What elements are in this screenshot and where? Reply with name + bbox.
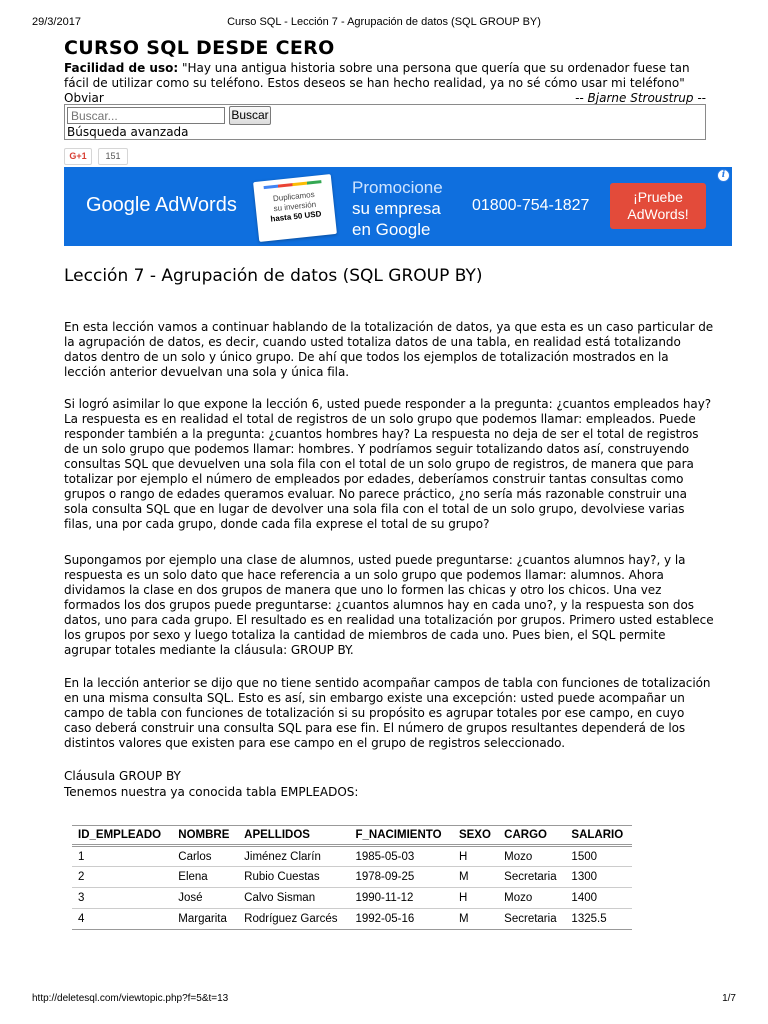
table-cell: 1985-05-03 — [349, 846, 452, 867]
table-cell: Carlos — [172, 846, 238, 867]
ad-cta-line2: AdWords! — [627, 206, 689, 222]
table-cell: Mozo — [498, 846, 565, 867]
table-cell: 1990-11-12 — [349, 888, 452, 909]
ad-card-line1: Duplicamos — [272, 189, 316, 204]
column-header: F_NACIMIENTO — [349, 826, 452, 846]
table-cell: Margarita — [172, 909, 238, 930]
print-url: http://deletesql.com/viewtopic.php?f=5&t=13 — [32, 993, 229, 1004]
table-cell: 1400 — [565, 888, 632, 909]
table-cell: Rubio Cuestas — [238, 867, 349, 888]
ad-promo-text — [352, 177, 443, 240]
print-page-title: Curso SQL - Lección 7 - Agrupación de datos (SQL GROUP BY) — [227, 16, 541, 28]
search-input[interactable] — [67, 107, 225, 124]
quote-label: Facilidad de uso: — [64, 61, 179, 75]
table-cell: Rodríguez Garcés — [238, 909, 349, 930]
ad-brand: Google AdWords — [86, 194, 237, 216]
table-cell: Jiménez Clarín — [238, 846, 349, 867]
advanced-search-link[interactable]: Búsqueda avanzada — [67, 125, 189, 139]
table-cell: Secretaria — [498, 909, 565, 930]
table-cell: Secretaria — [498, 867, 565, 888]
table-row — [72, 867, 632, 888]
table-cell: 1300 — [565, 867, 632, 888]
ad-promo-line2: su empresa — [352, 199, 441, 218]
print-header — [32, 16, 736, 30]
paragraph: En esta lección vamos a continuar hablando de la totalización de datos, ya que esta es un caso particular de la agrupación de datos, es decir, cuando usted totaliza datos de una tabla, en realidad está totalizando datos dentro de un solo y único grupo. De ahí que todos los ejemplos de totalización mostrados en la lección anterior devuelvan una sola y única fila. — [64, 320, 714, 379]
table-cell: H — [453, 888, 498, 909]
column-header: APELLIDOS — [238, 826, 349, 846]
paragraph: Si logró asimilar lo que expone la lección 6, usted puede responder a la pregunta: ¿cuantos empleados hay? La respuesta es en realidad el total de registros de un solo grupo que podemos llamar: empleados. Puede responder también a la pregunta: ¿cuantos hombres hay? La respuesta no deja de ser el total de registros de un solo grupo que podemos llamar: hombres. Y podríamos seguir totalizando datos así, construyendo consultas SQL que devuelven una sola fila con el total de un solo grupo de registros, de manera que para totalizar por ejemplo el número de empleados por edades, deberíamos construir tantas consultas como grupos o rango de edades queramos evaluar. No parece práctico, ¿no sería más razonable construir una sola consulta SQL que en lugar de devolver una sola fila con el total de un solo grupo, devolviese varias filas, una por cada grupo, donde cada fila exprese el total de su grupo? — [64, 397, 712, 531]
table-cell: H — [453, 846, 498, 867]
ad-card-line2: su inversión — [273, 199, 317, 214]
table-header-row — [72, 826, 632, 846]
table-cell: 3 — [72, 888, 172, 909]
table-cell: 1325.5 — [565, 909, 632, 930]
ad-card-text — [259, 188, 332, 225]
print-page-number: 1/7 — [722, 993, 736, 1004]
table-cell: 1992-05-16 — [349, 909, 452, 930]
gplus-button[interactable]: G+1 — [64, 148, 92, 165]
column-header: SEXO — [453, 826, 498, 846]
table-cell: José — [172, 888, 238, 909]
ad-promo-line1: Promocione — [352, 178, 443, 197]
paragraph: Supongamos por ejemplo una clase de alumnos, usted puede preguntarse: ¿cuantos alumnos hay?, y la respuesta es un solo dato que hace referencia a un solo grupo que podemos llamar: alumnos. Ahora dividamos la clase en dos grupos de manera que uno lo formen las chicas y otro los chicos. Una vez formados los dos grupos puede preguntarse: ¿cuantos alumnos hay en cada uno?, y la respuesta son dos datos, uno para cada grupo. El resultado es en realidad una totalización por grupos. Primero usted establece los grupos por sexo y luego totaliza la cantidad de miembros de cada uno. Pues bien, el SQL permite agrupar totales mediante la cláusula: GROUP BY. — [64, 553, 714, 657]
quote-author: -- Bjarne Stroustrup -- — [575, 91, 706, 105]
table-cell: 2 — [72, 867, 172, 888]
table-cell: Mozo — [498, 888, 565, 909]
search-form — [64, 104, 706, 140]
column-header: NOMBRE — [172, 826, 238, 846]
ad-voucher-card — [253, 174, 337, 242]
lesson-title: Lección 7 - Agrupación de datos (SQL GROUP BY) — [64, 266, 483, 286]
ad-banner[interactable] — [64, 167, 732, 246]
quote-text: "Hay una antigua historia sobre una persona que quería que su ordenador fuese tan fácil de utilizar como su teléfono. Estos deseos se han hecho realidad, ya no sé cómo usar mi teléfono" — [64, 61, 690, 90]
ad-promo-line3: en Google — [352, 220, 431, 239]
print-footer — [32, 993, 736, 1007]
ad-phone: 01800-754-1827 — [472, 197, 590, 214]
google-colors-bar — [264, 180, 322, 189]
table-row — [72, 909, 632, 930]
column-header: ID_EMPLEADO — [72, 826, 172, 846]
table-cell: 1500 — [565, 846, 632, 867]
table-cell: M — [453, 867, 498, 888]
table-cell: Elena — [172, 867, 238, 888]
ad-card-amount: hasta 50 USD — [269, 209, 322, 224]
section-heading: Cláusula GROUP BY — [64, 769, 181, 783]
paragraph: En la lección anterior se dijo que no tiene sentido acompañar campos de tabla con funciones de totalización en una misma consulta SQL. Esto es así, sin embargo existe una excepción: usted puede acompañar un campo de tabla con funciones de totalización si su propósito es agrupar totales por ese campo, en cuyo caso deberá construir una consulta SQL para ese fin. El número de grupos resultantes dependerá de los distintos valores que existen para ese campo en el grupo de registros seleccionado. — [64, 676, 711, 750]
table-cell: 1 — [72, 846, 172, 867]
ad-cta-line1: ¡Pruebe — [633, 189, 683, 205]
column-header: SALARIO — [565, 826, 632, 846]
column-header: CARGO — [498, 826, 565, 846]
print-date: 29/3/2017 — [32, 16, 81, 28]
dismiss-link[interactable]: Obviar — [64, 91, 104, 105]
table-row — [72, 846, 632, 867]
table-cell: Calvo Sisman — [238, 888, 349, 909]
site-title[interactable]: CURSO SQL DESDE CERO — [64, 37, 335, 59]
table-intro: Tenemos nuestra ya conocida tabla EMPLEADOS: — [64, 785, 359, 799]
ad-cta-button[interactable] — [610, 183, 706, 229]
employees-table — [72, 825, 632, 930]
table-cell: 4 — [72, 909, 172, 930]
info-icon[interactable]: i — [717, 169, 730, 182]
table-row — [72, 888, 632, 909]
quote-block — [64, 61, 706, 91]
gplus-count: 151 — [98, 148, 128, 165]
search-button[interactable]: Buscar — [229, 106, 271, 125]
table-cell: M — [453, 909, 498, 930]
table-cell: 1978-09-25 — [349, 867, 452, 888]
